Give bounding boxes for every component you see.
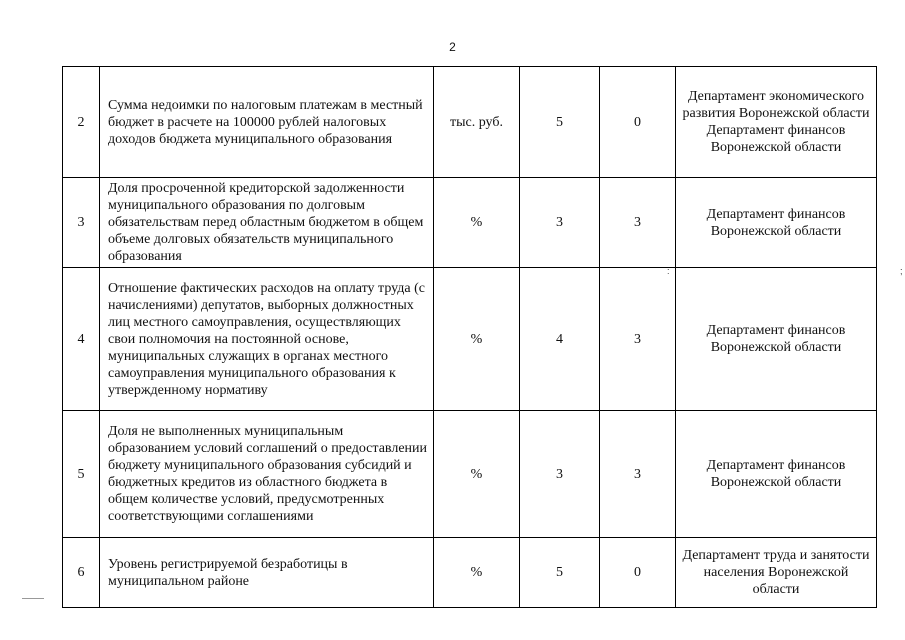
unit-cell: % — [434, 411, 520, 538]
department-cell: Департамент финансов Воронежской области — [676, 411, 877, 538]
unit-cell: тыс. руб. — [434, 67, 520, 178]
table-row — [63, 178, 877, 268]
unit-cell: % — [434, 268, 520, 411]
indicator-description: Отношение фактических расходов на оплату труда (с начислениями) депутатов, выборных должностных лиц местного самоуправления, осуществляющих свои полномочия на постоянной основе, муниципальных служащих в органах местного самоуправления муниципального образования к утвержденному нормативу — [100, 268, 434, 411]
department-cell: Департамент финансов Воронежской области — [676, 178, 877, 268]
value-cell: 3 — [520, 411, 600, 538]
value-cell: 0 — [600, 67, 676, 178]
indicator-description: Уровень регистрируемой безработицы в муниципальном районе — [100, 538, 434, 608]
table-row — [63, 67, 877, 178]
indicators-table — [62, 66, 877, 608]
table-row — [63, 268, 877, 411]
value-cell: 3 — [600, 411, 676, 538]
department-cell: Департамент труда и занятости населения Воронежской области — [676, 538, 877, 608]
value-cell: 5 — [520, 67, 600, 178]
margin-mark — [22, 598, 44, 599]
value-cell: 0 — [600, 538, 676, 608]
row-number: 6 — [63, 538, 100, 608]
value-cell: 4 — [520, 268, 600, 411]
indicator-description: Доля не выполненных муниципальным образованием условий соглашений о предоставлении бюджету муниципального образования субсидий и бюджетных кредитов из областного бюджета в общем количестве условий, предусмотренных соответствующими соглашениями — [100, 411, 434, 538]
scan-speck: ; — [900, 266, 903, 276]
page-number: 2 — [449, 40, 456, 54]
department-cell: Департамент финансов Воронежской области — [676, 268, 877, 411]
scan-speck: : — [667, 266, 670, 276]
value-cell: 3 — [600, 178, 676, 268]
unit-cell: % — [434, 178, 520, 268]
table-row — [63, 538, 877, 608]
value-cell: 3 — [600, 268, 676, 411]
unit-cell: % — [434, 538, 520, 608]
indicator-description: Доля просроченной кредиторской задолженности муниципального образования по долговым обязательствам перед областным бюджетом в общем объеме долговых обязательств муниципального образования — [100, 178, 434, 268]
indicator-description: Сумма недоимки по налоговым платежам в местный бюджет в расчете на 100000 рублей налоговых доходов бюджета муниципального образования — [100, 67, 434, 178]
row-number: 5 — [63, 411, 100, 538]
value-cell: 5 — [520, 538, 600, 608]
row-number: 2 — [63, 67, 100, 178]
row-number: 3 — [63, 178, 100, 268]
row-number: 4 — [63, 268, 100, 411]
table-row — [63, 411, 877, 538]
value-cell: 3 — [520, 178, 600, 268]
department-cell: Департамент экономического развития Воронежской области Департамент финансов Воронежской области — [676, 67, 877, 178]
